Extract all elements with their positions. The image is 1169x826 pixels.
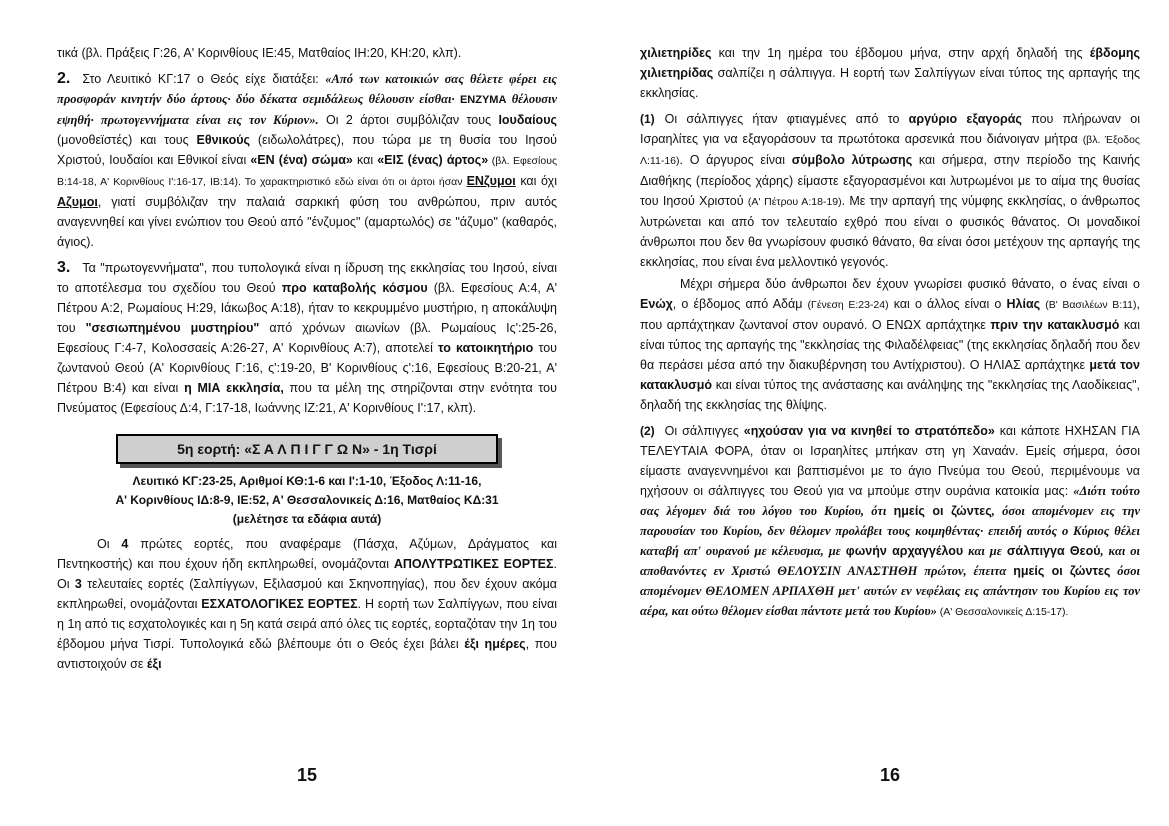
- point-1: (1) Οι σάλπιγγες ήταν φτιαγμένες από το αργύριο εξαγοράς που πλήρωναν οι Ισραηλίτες για να εξαγοράσουν τα πρωτότοκα αρσενικά που διάνοιγαν μήτρα (βλ. Έξοδος Λ:11-16). Ο άργυρος είναι σύμβολο λύτρωσης και σήμερα, στην περίοδο της Καινής Διαθήκης (περίοδος χάρης) είμαστε εξαγορασμένοι και λυτρωμένοι με το αίμα της θυσίας του Ιησού Χριστού (Α' Πέτρου Α:18-19). Με την αρπαγή της νύμφης εκκλησίας, ο άνθρωπος λυτρώνεται και από τον τελευταίο εχθρό που είναι ο φυσικός θάνατος. Οι μοναδικοί άνθρωποι που δεν θα γνωρίσουν φυσικό θάνατο, θα είναι όσοι μετέχουν της αρπαγής της εκκλησίας, που είναι ένα μελλοντικό γεγονός.: [640, 112, 1141, 269]
- page-15-text: [57, 43, 557, 418]
- paragraph-number: 2.: [57, 70, 71, 87]
- page-15: [57, 0, 557, 826]
- paragraph-2: 2. Στο Λευιτικό ΚΓ:17 ο Θεός είχε διατάξει: «Από των κατοικιών σας θέλετε φέρει εις προσφοράν κινητήν δύο άρτους· δύο δέκατα σεμιδάλεως θέλουσιν είσθαι· ΕΝΖΥΜΑ θέλουσιν εψηθή· πρωτογεννήματα είναι εις τον Κύριον». Οι 2 άρτοι συμβόλιζαν τους Ιουδαίους (μονοθεϊστές) και τους Εθνικούς (ειδωλολάτρες), που τώρα με τη θυσία του Ιησού Χριστού, Ιουδαίοι και Εθνικοί είναι «ΕΝ (ένα) σώμα» και «ΕΙΣ (ένας) άρτος» (βλ. Εφεσίους Β:14-18, Α' Κορινθίους Ι':16-17, ΙΒ:14). Το χαρακτηριστικό εδώ είναι ότι οι άρτοι ήσαν ΕΝζυμοι και όχι Αζυμοι, γιατί συμβόλιζαν την παλαιά σαρκική φύση του ανθρώπου, πριν αυτός αναγεννηθεί και γίνει ενώπιον του Θεού από "ένζυμος" (αμαρτωλός) σε "άζυμο" (καθαρός, άγιος).: [57, 70, 558, 249]
- continuation-paragraph: χιλιετηρίδες και την 1η ημέρα του έβδομου μήνα, στην αρχή δηλαδή της έβδομης χιλιετηρίδας σαλπίζει η σάλπιγγα. Η εορτή των Σαλπίγγων είναι τύπος της αρπαγής της εκκλησίας.: [640, 46, 1140, 100]
- intro-line: τικά (βλ. Πράξεις Γ:26, Α' Κορινθίους ΙΕ:45, Ματθαίος ΙΗ:20, ΚΗ:20, κλπ).: [57, 46, 462, 60]
- page-number: 16: [879, 765, 901, 785]
- scripture-references: Λευιτικό ΚΓ:23-25, Αριθμοί ΚΘ:1-6 και Ι':1-10, Έξοδος Λ:11-16, Α' Κορινθίους ΙΔ:8-9, ΙΕ:52, Α' Θεσσαλονικείς Δ:16, Ματθαίος ΚΔ:31 (μελέτησε τα εδάφια αυτά): [115, 474, 499, 526]
- scripture-quote: «Από των κατοικιών σας θέλετε φέρει εις προσφοράν κινητήν δύο άρτους· δύο δέκατα σεμιδάλεως θέλουσιν είσθαι·: [57, 72, 557, 106]
- page-16-text: [640, 43, 1140, 622]
- page-number: 15: [296, 765, 318, 785]
- scripture-quote: «Διότι τούτο σας λέγομεν διά του λόγου του Κυρίου, ότι: [640, 484, 1140, 518]
- point-1-continued: Μέχρι σήμερα δύο άνθρωποι δεν έχουν γνωρίσει φυσικό θάνατο, ο ένας είναι ο Ενώχ, ο έβδομος από Αδάμ (Γένεση Ε:23-24) και ο άλλος είναι ο Ηλίας (Β' Βασιλέων Β:11), που αρπάχτηκαν ζωντανοί στον ουρανό. Ο ΕΝΩΧ αρπάχτηκε πριν την κατακλυσμό και είναι τύπος της αρπαγής της "εκκλησίας της Φιλαδέλφειας" (της εκκλησίας δηλαδή που δεν θα περάσει μέσα από την διακυβέρνηση του Αντίχριστου). Ο ΗΛΙΑΣ αρπάχτηκε μετά τον κατακλυσμό και είναι τύπος της ανάστασης και ανάληψης της "εκκλησίας της Λαοδίκειας", δηλαδή της εκκλησίας της θλίψης.: [640, 277, 1140, 412]
- section-heading: 5η εορτή: «Σ Α Λ Π Ι Γ Γ Ω Ν» - 1η Τισρί: [116, 434, 498, 464]
- paragraph-number: 3.: [57, 259, 71, 276]
- page-16: [640, 0, 1140, 826]
- point-2: (2) Οι σάλπιγγες «ηχούσαν για να κινηθεί το στρατόπεδο» και κάποτε ΗΧΗΣΑΝ ΓΙΑ ΤΕΛΕΥΤΑΙΑ ΦΟΡΑ, όταν οι Ισραηλίτες μπήκαν στη γη Χαναάν. Εμείς σήμερα, όσοι είμαστε αναγεννημένοι και βαπτισμένοι με το άγιο Πνεύμα του Θεού, περιμένουμε να ηχήσουν οι σάλπιγγες του Θεού για να μπούμε στην ουράνια κατοικία μας: «Διότι τούτο σας λέγομεν διά του λόγου του Κυρίου, ότι ημείς οι ζώντες, όσοι απομένομεν εις την παρουσίαν του Κυρίου, δεν θέλομεν προλάβει τους κοιμηθέντας· επειδή αυτός ο Κύριος θέλει καταβή απ' ουρανού με κέλευσμα, με φωνήν αρχαγγέλου και με σάλπιγγα Θεού, και οι αποθανόντες εν Χριστώ ΘΕΛΟΥΣΙΝ ΑΝΑΣΤΗΘΗ πρώτον, έπειτα ημείς οι ζώντες όσοι απομένομεν ΘΕΛΟΜΕΝ ΑΡΠΑΧΘΗ μετ' αυτών εν νεφέλαις εις απάντησιν του Κυρίου εις τον αέρα, και ούτω θέλομεν είσθαι πάντοτε μετά του Κυρίου» (Α' Θεσσαλονικείς Δ:15-17).: [640, 424, 1140, 618]
- point-number: (2): [640, 424, 655, 438]
- paragraph-3: 3. Τα "πρωτογεννήματα", που τυπολογικά είναι η ίδρυση της εκκλησίας του Ιησού, είναι το αποτέλεσμα του σχεδίου του Θεού προ καταβολής κόσμου (βλ. Εφεσίους Α:4, Α' Πέτρου Α:2, Ρωμαίους Η:29, Ιάκωβος Α:18), ήταν το κεκρυμμένο μυστήριο, η αποκάλυψη του "σεσιωπημένου μυστηρίου" από χρόνων αιωνίων (βλ. Ρωμαίους Ις':25-26, Εφεσίους Γ:4-7, Κολοσσαείς Α:26-27, Α' Κορινθίους Α:7), αποτελεί το κατοικητήριο του ζωντανού Θεού (Α' Κορινθίους Γ:16, ς':19-20, Β' Κορινθίους ς':16, Εφεσίους Β:20-21, Α' Πέτρου Β:4) και είναι η ΜΙΑ εκκλησία, που τα μέλη της στηρίζονται στην ενότητα του Πνεύματος (Εφεσίους Δ:4, Γ:17-18, Ιωάννης ΙΖ:21, Α' Κορινθίους Ι':17, κλπ).: [57, 259, 558, 415]
- paragraph-4: Οι 4 πρώτες εορτές, που αναφέραμε (Πάσχα, Αζύμων, Δράγματος και Πεντηκοστής) και που έχουν ήδη εκπληρωθεί, ονομάζονται ΑΠΟΛΥΤΡΩΤΙΚΕΣ ΕΟΡΤΕΣ. Οι 3 τελευταίες εορτές (Σαλπίγγων, Εξιλασμού και Σκηνοπηγίας), που δεν έχουν ακόμα εκπληρωθεί, ονομάζονται ΕΣΧΑΤΟΛΟΓΙΚΕΣ ΕΟΡΤΕΣ. Η εορτή των Σαλπίγγων, που είναι η 1η από τις εσχατολογικές και η 5η κατά σειρά από όλες τις εορτές, εορταζόταν την 1η του έβδομου μήνα Τισρί. Τυπολογικά εδώ βλέπουμε ότι ο Θεός έχει βάλει έξι ημέρες, που αντιστοιχούν σε έξι: [57, 537, 557, 671]
- point-number: (1): [640, 112, 655, 126]
